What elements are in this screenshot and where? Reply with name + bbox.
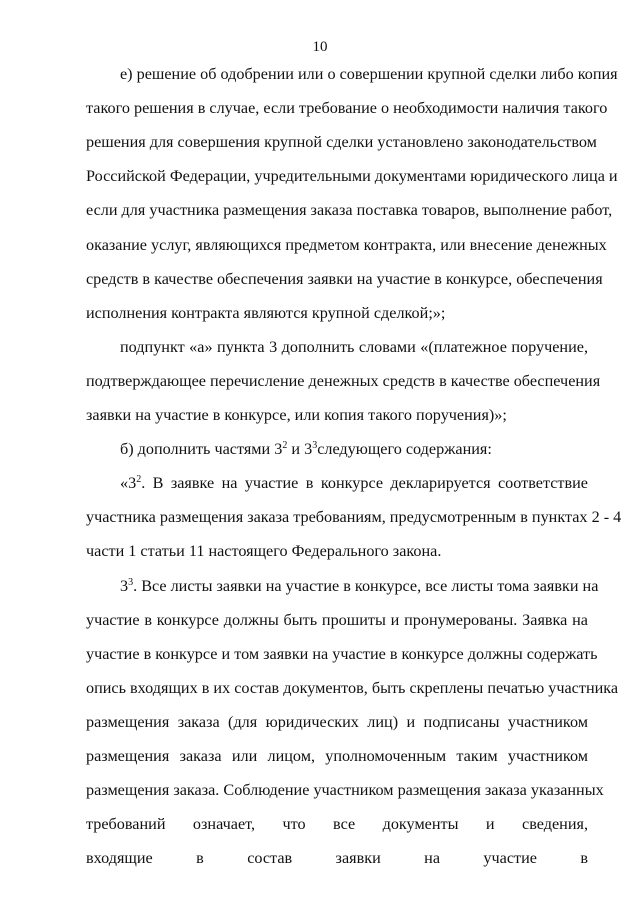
text-line: решения для совершения крупной сделки установлено законодательством — [86, 133, 597, 152]
superscript: 3 — [128, 576, 134, 588]
text-line: если для участника размещения заказа поставка товаров, выполнение работ, — [86, 201, 613, 220]
text-line: $3^3$. Все листы заявки на участие в конкурсе, все листы тома заявки на — [120, 576, 599, 595]
text-line: опись входящих в их состав документов, быть скреплены печатью участника — [86, 678, 619, 697]
text-line: подтверждающее перечисление денежных средств в качестве обеспечения — [86, 371, 601, 390]
text-line: «$3^2$. В заявке на участие в конкурсе декларируется соответствие — [120, 474, 588, 493]
text-line: части 1 статьи 11 настоящего Федерального закона. — [86, 542, 442, 561]
text-line: участника размещения заказа требованиям, предусмотренным в пунктах 2 - 4 — [86, 508, 622, 527]
superscript: 3 — [312, 440, 318, 452]
text-line: входящие в состав заявки на участие в — [86, 849, 588, 868]
text-line: оказание услуг, являющихся предметом контракта, или внесение денежных — [86, 235, 607, 254]
text-line: размещения заказа (для юридических лиц) и подписаны участником — [86, 712, 588, 731]
text-line: участие в конкурсе должны быть прошиты и пронумерованы. Заявка на — [86, 610, 588, 629]
text-line: заявки на участие в конкурсе, или копия такого поручения)»; — [86, 406, 507, 424]
text-line: исполнения контракта являются крупной сделкой;»; — [86, 303, 446, 322]
text-line: требований означает, что все документы и сведения, — [86, 815, 588, 834]
text-line: подпункт «а» пункта 3 дополнить словами «(платежное поручение, — [120, 337, 588, 356]
text-line: б) дополнить частями $3^2$ и $3^3следующего$ содержания: — [120, 440, 492, 459]
text-line: такого решения в случае, если требование о необходимости наличия такого — [86, 99, 608, 118]
text-line: е) решение об одобрении или о совершении крупной сделки либо копия — [120, 65, 618, 83]
superscript: 2 — [282, 440, 288, 452]
page-number: 10 — [312, 39, 328, 55]
text-line: размещения заказа или лицом, уполномоченным таким участником — [86, 747, 588, 765]
text-line: размещения заказа. Соблюдение участником размещения заказа указанных — [86, 781, 604, 800]
text-line: участие в конкурсе и том заявки на участие в конкурсе должны содержать — [86, 644, 598, 663]
superscript: 2 — [136, 474, 142, 486]
text-line: Российской Федерации, учредительными документами юридического лица и — [86, 167, 618, 186]
text-line: средств в качестве обеспечения заявки на участие в конкурсе, обеспечения — [86, 269, 603, 288]
